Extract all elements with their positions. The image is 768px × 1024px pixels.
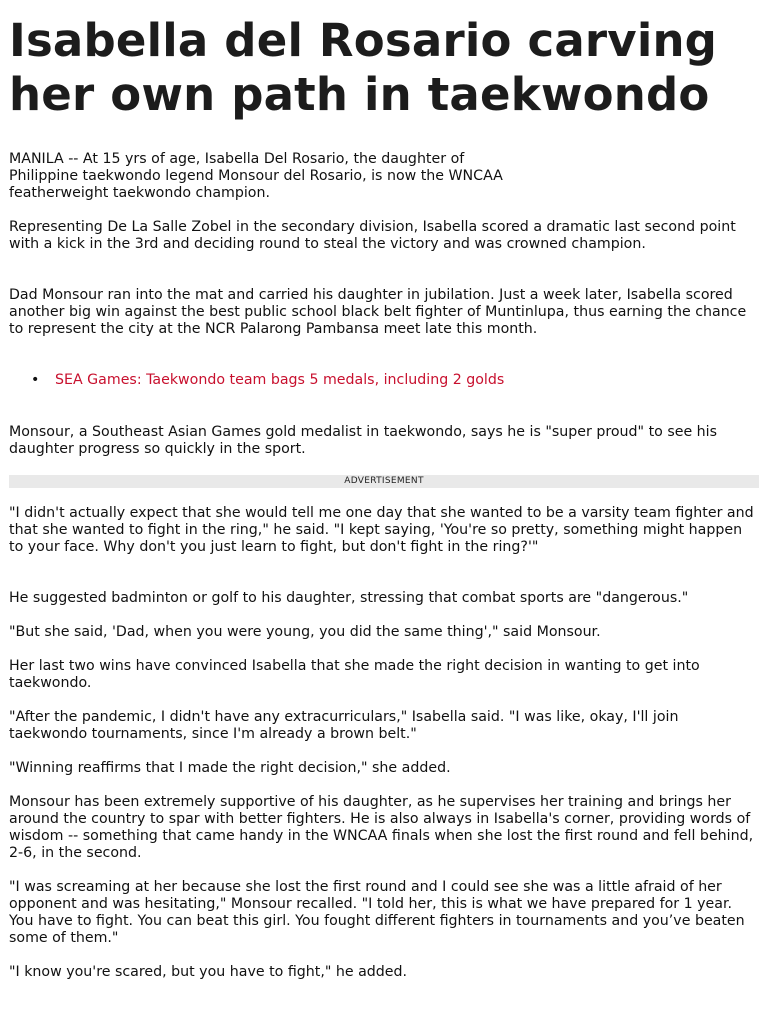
headline: Isabella del Rosario carving her own path in taekwondo	[9, 14, 718, 121]
advertisement-label: ADVERTISEMENT	[9, 475, 759, 488]
paragraph: "After the pandemic, I didn't have any extracurriculars," Isabella said. "I was like, okay, I'll join taekwondo tournaments, since I'm already a brown belt."	[9, 709, 679, 742]
paragraph: Her last two wins have convinced Isabella that she made the right decision in wanting to get into taekwondo.	[9, 658, 700, 691]
paragraph: Representing De La Salle Zobel in the secondary division, Isabella scored a dramatic last second point with a kick in the 3rd and deciding round to steal the victory and was crowned champion.	[9, 219, 736, 252]
paragraph: Monsour has been extremely supportive of his daughter, as he supervises her training and brings her around the country to spar with better fighters. He is also always in Isabella's corner, providing words of wisdom -- something that came handy in the WNCAA finals when she lost the first round and fell behind, 2-6, in the second.	[9, 794, 754, 861]
paragraph-intro: MANILA -- At 15 yrs of age, Isabella Del Rosario, the daughter of Philippine taekwondo legend Monsour del Rosario, is now the WNCAA featherweight taekwondo champion.	[9, 151, 503, 201]
article	[9, 0, 759, 980]
related-links-list	[31, 372, 751, 389]
bullet-icon: •	[31, 372, 40, 388]
paragraph: Monsour, a Southeast Asian Games gold medalist in taekwondo, says he is "super proud" to see his daughter progress so quickly in the sport.	[9, 424, 718, 457]
paragraph: He suggested badminton or golf to his daughter, stressing that combat sports are "dangerous."	[9, 590, 689, 606]
paragraph: "I know you're scared, but you have to fight," he added.	[9, 964, 408, 980]
paragraph: "I was screaming at her because she lost the first round and I could see she was a little afraid of her opponent and was hesitating," Monsour recalled. "I told her, this is what we have prepared for 1 year. You have to fight. You can beat this girl. You fought different fighters in tournaments and you’ve beaten some of them."	[9, 879, 745, 946]
paragraph: "I didn't actually expect that she would tell me one day that she wanted to be a varsity team fighter and that she wanted to fight in the ring," he said. "I kept saying, 'You're so pretty, something might happen to your face. Why don't you just learn to fight, but don't fight in the ring?'"	[9, 505, 754, 555]
paragraph: "Winning reaffirms that I made the right decision," she added.	[9, 760, 451, 776]
paragraph: Dad Monsour ran into the mat and carried his daughter in jubilation. Just a week later, Isabella scored another big win against the best public school black belt fighter of Muntinlupa, thus earning the chance to represent the city at the NCR Palarong Pambansa meet late this month.	[9, 287, 747, 337]
related-link-item	[31, 372, 751, 389]
paragraph: "But she said, 'Dad, when you were young, you did the same thing'," said Monsour.	[9, 624, 601, 640]
related-link[interactable]: SEA Games: Taekwondo team bags 5 medals, including 2 golds	[55, 372, 505, 388]
